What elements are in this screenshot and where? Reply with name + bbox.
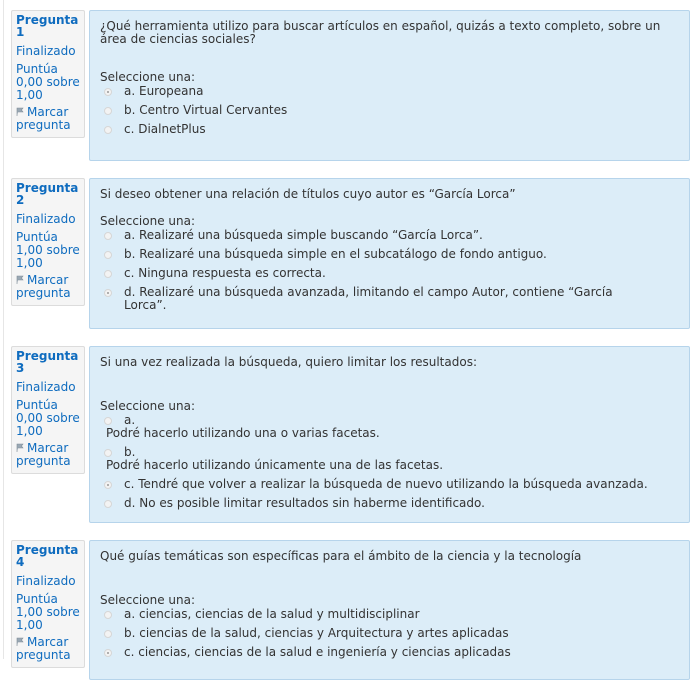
flag-icon	[16, 443, 25, 452]
flag-icon	[16, 637, 25, 646]
answer-text: Podré hacerlo utilizando una o varias facetas.	[106, 426, 380, 440]
radio-button[interactable]	[104, 500, 112, 508]
answer-option[interactable]: c. ciencias, ciencias de la salud e ingeniería y ciencias aplicadas	[100, 646, 679, 659]
question-content	[89, 10, 690, 161]
answer-list	[100, 85, 679, 136]
radio-button[interactable]	[104, 449, 112, 457]
question-grade: Puntúa 0,00 sobre 1,00	[16, 398, 80, 438]
radio-button[interactable]	[104, 126, 112, 134]
answer-option[interactable]: b. Realizaré una búsqueda simple en el subcatálogo de fondo antiguo.	[100, 248, 679, 261]
answer-prompt: Seleccione una:	[100, 399, 195, 413]
question-info	[11, 178, 85, 306]
flag-question-link[interactable]: Marcar pregunta	[16, 105, 71, 132]
answer-prompt: Seleccione una:	[100, 214, 195, 228]
answer-option[interactable]	[100, 414, 679, 440]
question-text: Si deseo obtener una relación de títulos cuyo autor es “García Lorca”	[100, 187, 516, 201]
answer-prompt: Seleccione una:	[100, 593, 195, 607]
answer-option[interactable]: b. ciencias de la salud, ciencias y Arquitectura y artes aplicadas	[100, 627, 679, 640]
question-state: Finalizado	[16, 574, 76, 588]
answer-text: Podré hacerlo utilizando únicamente una de las facetas.	[106, 458, 444, 472]
question-content	[89, 346, 690, 523]
radio-button[interactable]	[104, 630, 112, 638]
question-state: Finalizado	[16, 44, 76, 58]
answer-list	[100, 414, 679, 510]
radio-button[interactable]	[104, 270, 112, 278]
answer-option[interactable]: c. Tendré que volver a realizar la búsqueda de nuevo utilizando la búsqueda avanzada.	[100, 478, 679, 491]
answer-option[interactable]: a. Europeana	[100, 85, 679, 98]
question-text: Qué guías temáticas son específicas para el ámbito de la ciencia y la tecnología	[100, 549, 582, 563]
radio-button[interactable]	[104, 232, 112, 240]
question-info	[11, 540, 85, 668]
question-info	[11, 10, 85, 138]
question-info	[11, 346, 85, 474]
radio-button[interactable]	[104, 88, 112, 96]
answer-option[interactable]: c. DialnetPlus	[100, 123, 679, 136]
radio-button[interactable]	[104, 481, 112, 489]
flag-question-link[interactable]: Marcar pregunta	[16, 441, 71, 468]
page-left-border	[3, 0, 4, 659]
flag-icon	[16, 275, 25, 284]
answer-option[interactable]: d. No es posible limitar resultados sin haberme identificado.	[100, 497, 679, 510]
answer-option[interactable]: b. Centro Virtual Cervantes	[100, 104, 679, 117]
question-text: Si una vez realizada la búsqueda, quiero limitar los resultados:	[100, 355, 477, 369]
answer-list	[100, 608, 679, 659]
answer-list	[100, 229, 679, 312]
question-title: Pregunta 2	[16, 181, 79, 207]
answer-letter: b.	[124, 445, 136, 459]
question-content	[89, 540, 690, 680]
answer-option[interactable]: d. Realizaré una búsqueda avanzada, limitando el campo Autor, contiene “García Lorca”.	[100, 286, 679, 312]
question-content	[89, 178, 690, 329]
radio-button[interactable]	[104, 417, 112, 425]
radio-button[interactable]	[104, 289, 112, 297]
flag-question-link[interactable]: Marcar pregunta	[16, 635, 71, 662]
answer-option[interactable]	[100, 446, 679, 472]
question-text: ¿Qué herramienta utilizo para buscar artículos en español, quizás a texto completo, sobre un área de ciencias sociales?	[100, 19, 661, 46]
question-grade: Puntúa 1,00 sobre 1,00	[16, 230, 80, 270]
question-title: Pregunta 1	[16, 13, 79, 39]
flag-icon	[16, 107, 25, 116]
question-state: Finalizado	[16, 212, 76, 226]
radio-button[interactable]	[104, 107, 112, 115]
question-title: Pregunta 3	[16, 349, 79, 375]
answer-option[interactable]: c. Ninguna respuesta es correcta.	[100, 267, 679, 280]
question-grade: Puntúa 1,00 sobre 1,00	[16, 592, 80, 632]
flag-question-link[interactable]: Marcar pregunta	[16, 273, 71, 300]
question-title: Pregunta 4	[16, 543, 79, 569]
radio-button[interactable]	[104, 649, 112, 657]
question-state: Finalizado	[16, 380, 76, 394]
radio-button[interactable]	[104, 251, 112, 259]
answer-letter: a.	[124, 413, 136, 427]
question-grade: Puntúa 0,00 sobre 1,00	[16, 62, 80, 102]
answer-prompt: Seleccione una:	[100, 70, 195, 84]
answer-option[interactable]: a. ciencias, ciencias de la salud y multidisciplinar	[100, 608, 679, 621]
answer-option[interactable]: a. Realizaré una búsqueda simple buscando “García Lorca”.	[100, 229, 679, 242]
radio-button[interactable]	[104, 611, 112, 619]
